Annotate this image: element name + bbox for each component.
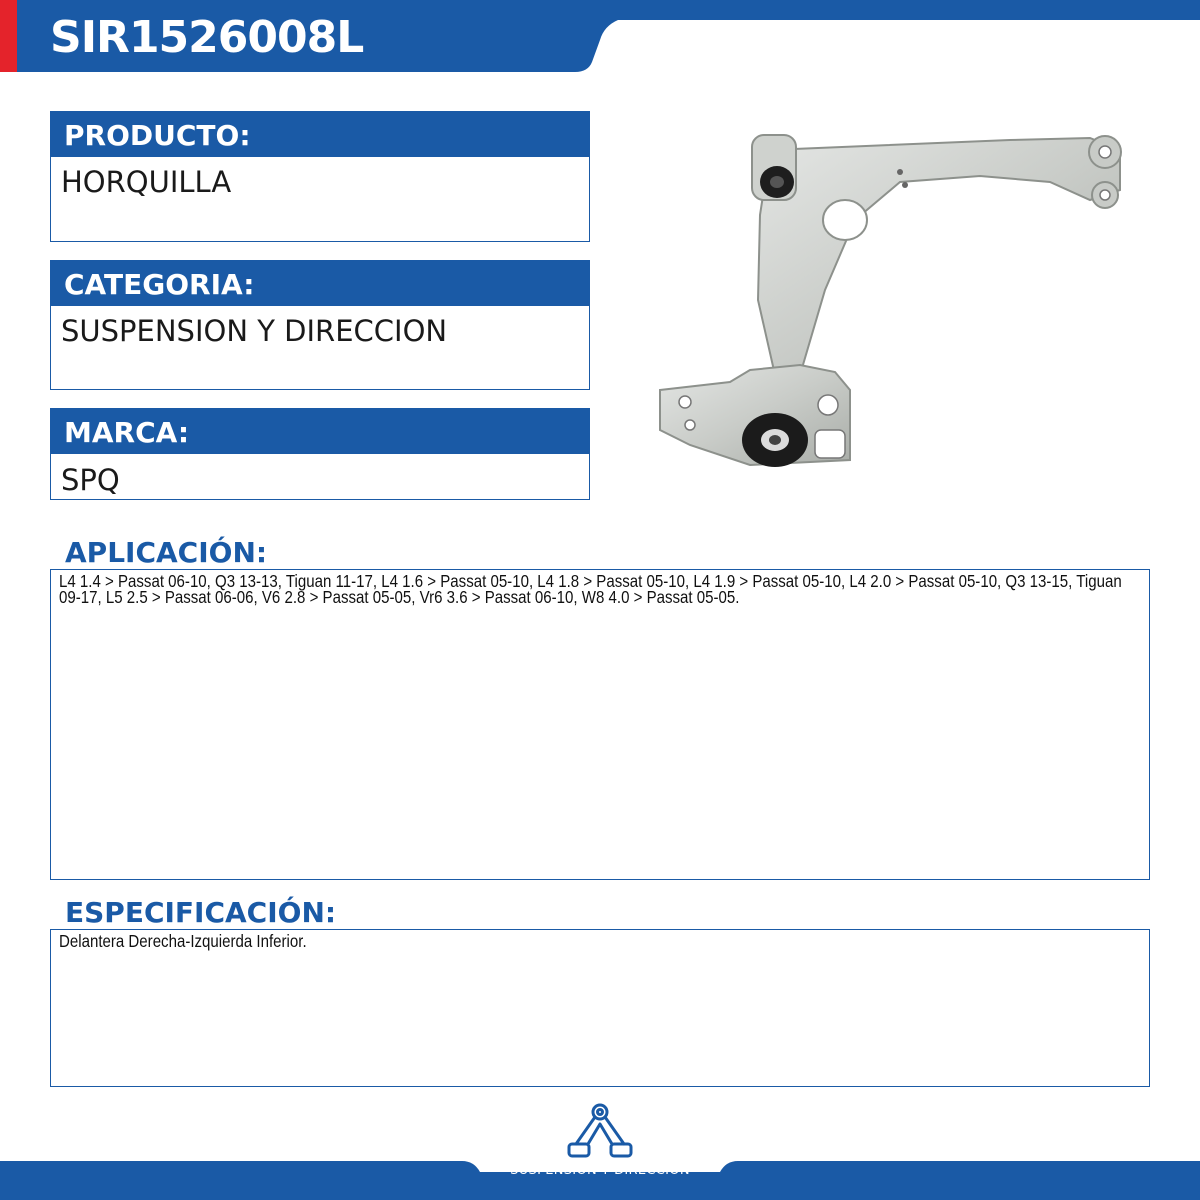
marca-label: MARCA:	[50, 408, 590, 454]
especificacion-text: Delantera Derecha-Izquierda Inferior.	[59, 931, 307, 951]
aplicacion-box	[50, 569, 1150, 880]
aplicacion-title: APLICACIÓN:	[65, 536, 268, 569]
part-number-title: SIR1526008L	[50, 12, 364, 63]
marca-value: SPQ	[50, 454, 590, 500]
especificacion-title: ESPECIFICACIÓN:	[65, 896, 337, 929]
control-arm-image	[650, 120, 1130, 470]
field-marca	[50, 408, 590, 500]
categoria-value: SUSPENSION Y DIRECCION	[50, 306, 590, 390]
producto-value: HORQUILLA	[50, 157, 590, 242]
footer-category-label: SUSPENSIÓN Y DIRECCIÓN	[510, 1163, 690, 1178]
especificacion-box	[50, 929, 1150, 1087]
control-arm-icon	[566, 1102, 634, 1162]
field-categoria	[50, 260, 590, 390]
categoria-label: CATEGORIA:	[50, 260, 590, 306]
producto-label: PRODUCTO:	[50, 111, 590, 157]
aplicacion-text: L4 1.4 > Passat 06-10, Q3 13-13, Tiguan 11-17, L4 1.6 > Passat 05-10, L4 1.8 > Passat 05-10, L4 1.9 > Passat 05-10, L4 2.0 > Passat 05-10, Q3 13-15, Tiguan 09-17, L5 2.5 > Passat 06-06, V6 2.8 > Passat 05-05, Vr6 3.6 > Passat 06-10, W8 4.0 > Passat 05-05.	[59, 571, 1122, 607]
field-producto	[50, 111, 590, 242]
